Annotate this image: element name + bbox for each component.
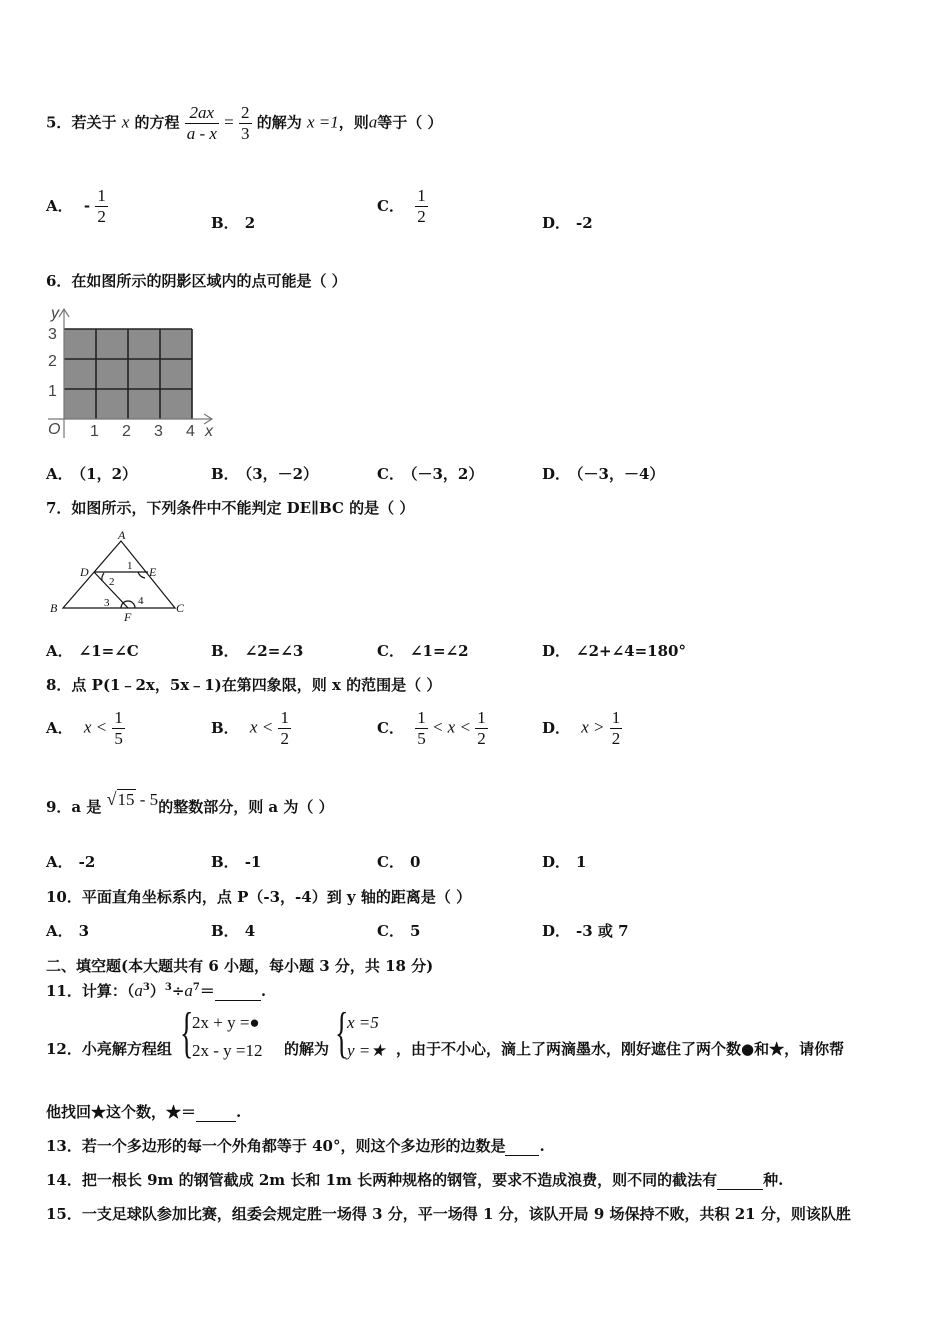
option-sign: -	[83, 196, 91, 215]
q11-divide: ÷	[171, 982, 185, 1000]
option-fraction	[475, 708, 488, 749]
option-text: -1	[244, 853, 262, 871]
option-label: A．	[46, 465, 73, 483]
q5-text: 的方程	[134, 113, 180, 132]
option-text: ∠2=∠3	[244, 642, 304, 660]
q12-text: 他找回★这个数，★＝	[46, 1103, 197, 1121]
option-label: A．	[46, 718, 73, 737]
q5-number: 5．	[46, 113, 72, 132]
option-label: C．	[377, 196, 404, 215]
angle-4-label: 4	[138, 595, 144, 607]
question-10: 10．平面直角坐标系内，点 P（-3，-4）到 y 轴的距离是（ ）	[46, 888, 472, 906]
q6-coordinate-graph	[44, 304, 220, 442]
q12-solution-y: y =★	[347, 1041, 386, 1060]
option-text: -2	[576, 214, 593, 232]
q10-option-a[interactable]	[46, 920, 89, 941]
option-text: （－3，2）	[409, 465, 484, 483]
option-text: 0	[409, 853, 421, 871]
q12-equation-1: 2x + y =●	[192, 1013, 260, 1032]
frac-num: 1	[97, 186, 106, 205]
q5-var-a: a	[368, 112, 378, 132]
option-fraction	[112, 708, 125, 749]
q9-option-d[interactable]	[542, 851, 586, 872]
option-text: （3，－2）	[244, 465, 319, 483]
q9-radicand: 15	[117, 790, 135, 809]
frac-den: 2	[280, 729, 289, 748]
option-text: ∠2+∠4=180°	[576, 642, 686, 660]
option-label: C．	[377, 718, 404, 737]
option-label: B．	[211, 853, 239, 871]
q6-option-c[interactable]	[377, 463, 483, 484]
q5-text: 等于（ ）	[377, 113, 443, 132]
question-6: 6．在如图所示的阴影区域内的点可能是（ ）	[46, 272, 347, 290]
frac-den: 2	[417, 207, 426, 226]
q12-text: ，由于不小心，滴上了两滴墨水，刚好遮住了两个数●和★，请你帮	[396, 1040, 845, 1058]
q14-text: 14．把一根长 9m 的钢管截成 2m 长和 1m 长两种规格的钢管，要求不造成浪费，则不同的截法有	[46, 1171, 718, 1189]
q8-option-b[interactable]	[211, 708, 291, 749]
option-label: A．	[46, 922, 73, 940]
option-text: ∠1=∠C	[78, 642, 139, 660]
q11-exponent: 7	[192, 982, 200, 993]
option-label: D．	[542, 465, 571, 483]
option-fraction	[415, 708, 428, 749]
point-f-label: F	[124, 610, 132, 624]
option-text: ∠1=∠2	[409, 642, 469, 660]
option-label: C．	[377, 465, 404, 483]
q9-text: 9．a 是	[46, 798, 102, 816]
option-text: （1，2）	[78, 465, 138, 483]
left-brace-icon: {	[335, 1002, 349, 1064]
q7-option-b[interactable]	[211, 640, 303, 661]
q5-frac-num: 2	[241, 103, 250, 122]
option-inequality: < x <	[427, 717, 476, 737]
point-b-label: B	[50, 601, 58, 615]
q12-text: .	[236, 1103, 242, 1121]
q11-var: a	[184, 981, 193, 1000]
angle-3-label: 3	[104, 597, 110, 609]
q12-solution-x: x =5	[347, 1013, 379, 1032]
x-tick-4: 4	[186, 423, 195, 440]
q11-text: ＝	[199, 982, 215, 1000]
q9-radical-expression	[107, 790, 159, 809]
option-text: 2	[244, 214, 256, 232]
question-14	[46, 1169, 783, 1190]
x-axis-label: x	[205, 423, 213, 440]
q8-option-a[interactable]	[46, 708, 125, 749]
question-13	[46, 1135, 545, 1156]
question-7: 7．如图所示，下列条件中不能判定 DE∥BC 的是（ ）	[46, 499, 415, 517]
q5-frac-den: a - x	[186, 124, 217, 143]
q12-text: 12．小亮解方程组	[46, 1040, 172, 1058]
q11-text: ）	[149, 982, 165, 1000]
option-label: C．	[377, 922, 404, 940]
question-11	[46, 980, 266, 1001]
q5-option-c[interactable]	[377, 186, 428, 227]
q12-solution-system	[335, 1002, 395, 1067]
q12-line-2	[46, 1101, 241, 1122]
q5-solution: x =1	[306, 112, 339, 132]
frac-num: 1	[280, 708, 289, 727]
q6-option-d[interactable]	[542, 463, 664, 484]
question-5	[46, 103, 443, 144]
sqrt-icon: √	[106, 789, 117, 809]
q5-text: 的解为	[256, 113, 302, 132]
point-e-label: E	[149, 565, 157, 579]
q12-equation-2: 2x - y =12	[192, 1041, 263, 1060]
question-8: 8．点 P(1﹣2x，5x﹣1)在第四象限，则 x 的范围是（ ）	[46, 676, 442, 694]
option-label: C．	[377, 642, 404, 660]
q10-option-b[interactable]	[211, 920, 255, 941]
q13-answer-blank[interactable]	[505, 1137, 539, 1156]
frac-den: 5	[114, 729, 123, 748]
q11-text: 11．计算：（	[46, 982, 135, 1000]
question-9	[46, 789, 334, 817]
option-text: 4	[244, 922, 256, 940]
q12-answer-blank[interactable]	[196, 1103, 236, 1122]
option-label: B．	[211, 642, 239, 660]
option-label: B．	[211, 718, 239, 737]
point-d-label: D	[80, 565, 89, 579]
frac-num: 1	[417, 708, 426, 727]
frac-den: 2	[611, 729, 621, 748]
option-inequality: x >	[581, 717, 605, 737]
q5-text: ，则	[338, 113, 369, 132]
x-tick-1: 1	[90, 423, 99, 440]
frac-num: 1	[611, 708, 621, 727]
option-label: D．	[542, 853, 571, 871]
angle-1-label: 1	[127, 560, 133, 572]
q13-text: .	[539, 1137, 545, 1155]
q5-text: 若关于	[71, 113, 117, 132]
frac-num: 1	[417, 186, 426, 205]
x-tick-2: 2	[122, 423, 131, 440]
option-text: 5	[409, 922, 421, 940]
q8-option-d[interactable]	[542, 708, 622, 749]
angle-2-label: 2	[109, 576, 115, 588]
q5-option-d[interactable]	[542, 212, 593, 233]
frac-num: 1	[477, 708, 486, 727]
y-tick-3: 3	[48, 326, 57, 343]
q10-option-c[interactable]	[377, 920, 420, 941]
q8-option-c[interactable]	[377, 708, 488, 749]
q11-exponent: 3	[142, 982, 150, 993]
q13-text: 13．若一个多边形的每一个外角都等于 40°，则这个多边形的边数是	[46, 1137, 506, 1155]
q11-var: a	[134, 981, 143, 1000]
option-label: A．	[46, 196, 73, 215]
frac-den: 2	[477, 729, 486, 748]
point-c-label: C	[176, 601, 185, 615]
q11-answer-blank[interactable]	[215, 982, 261, 1001]
point-a-label: A	[118, 528, 126, 542]
q12-text: 的解为	[284, 1040, 330, 1058]
frac-den: 2	[97, 207, 106, 226]
q7-option-d[interactable]	[542, 640, 686, 661]
option-fraction	[610, 708, 623, 749]
option-label: B．	[211, 922, 239, 940]
option-label: A．	[46, 642, 73, 660]
q5-option-b[interactable]	[211, 212, 255, 233]
q12-equation-system	[180, 1002, 280, 1067]
q5-frac-den: 3	[241, 124, 250, 143]
q11-text: .	[260, 982, 267, 1000]
q9-option-a[interactable]	[46, 851, 95, 872]
q11-exponent: 3	[164, 982, 172, 993]
left-brace-icon: {	[180, 1002, 194, 1064]
q7-triangle-figure	[48, 528, 193, 628]
option-label: D．	[542, 214, 571, 232]
option-fraction	[415, 186, 428, 227]
q5-frac-num: 2ax	[185, 103, 219, 124]
q14-text: 种.	[763, 1171, 784, 1189]
y-tick-2: 2	[48, 353, 57, 370]
q14-answer-blank[interactable]	[717, 1171, 763, 1190]
option-label: A．	[46, 853, 73, 871]
section-heading-fill-in: 二、填空题(本大题共有 6 小题，每小题 3 分，共 18 分)	[46, 957, 434, 975]
q6-option-b[interactable]	[211, 463, 318, 484]
option-fraction	[278, 708, 291, 749]
q9-option-b[interactable]	[211, 851, 261, 872]
q5-equals: =	[224, 112, 234, 132]
option-label: D．	[542, 718, 571, 737]
option-text: 1	[576, 853, 587, 871]
q9-minus: - 5	[135, 790, 159, 809]
frac-den: 5	[417, 729, 426, 748]
q10-option-d[interactable]	[542, 920, 629, 941]
option-label: D．	[542, 642, 571, 660]
option-label: C．	[377, 853, 404, 871]
q5-fraction-rhs	[239, 103, 252, 144]
q5-var-x: x	[121, 112, 130, 132]
option-text: （－3，－4）	[576, 465, 665, 483]
option-fraction	[95, 186, 108, 227]
question-15: 15．一支足球队参加比赛，组委会规定胜一场得 3 分，平一场得 1 分，该队开局 9 场保持不败，共积 21 分，则该队胜	[46, 1205, 851, 1223]
option-label: B．	[211, 465, 239, 483]
y-tick-1: 1	[48, 383, 57, 400]
option-label: D．	[542, 922, 571, 940]
option-inequality: x <	[83, 717, 108, 737]
option-inequality: x <	[249, 717, 274, 737]
option-text: -3 或 7	[576, 922, 629, 940]
q9-text: 的整数部分，则 a 为（ ）	[158, 798, 334, 816]
q5-fraction-lhs	[185, 103, 219, 144]
y-axis-label: y	[51, 305, 59, 322]
q6-option-a[interactable]	[46, 463, 137, 484]
q7-option-a[interactable]	[46, 640, 139, 661]
option-text: 3	[78, 922, 90, 940]
option-label: B．	[211, 214, 239, 232]
origin-label: O	[48, 421, 61, 438]
x-tick-3: 3	[154, 423, 163, 440]
q5-option-a[interactable]	[46, 186, 108, 227]
option-text: -2	[78, 853, 96, 871]
q9-option-c[interactable]	[377, 851, 420, 872]
q7-option-c[interactable]	[377, 640, 469, 661]
frac-num: 1	[114, 708, 123, 727]
